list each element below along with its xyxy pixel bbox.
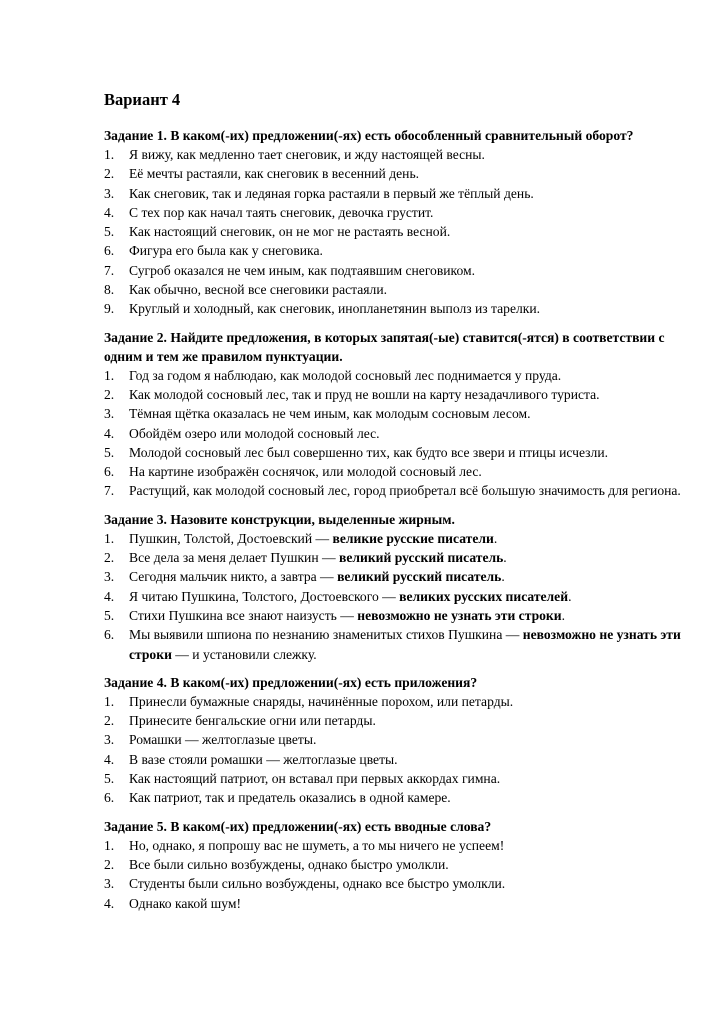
item-number: 5.: [104, 444, 115, 460]
item-number: 4.: [104, 588, 115, 604]
item-number: 6.: [104, 627, 115, 643]
task-section: [104, 817, 689, 913]
list-item: [104, 481, 689, 500]
item-text-before: Сегодня мальчик никто, а завтра —: [129, 569, 338, 585]
list-item: [104, 203, 689, 222]
item-number: 2.: [104, 386, 115, 402]
item-number: 2.: [104, 713, 115, 729]
document-page: [104, 88, 689, 922]
item-text-before: Пушкин, Толстой, Достоевский —: [129, 530, 333, 546]
list-item: [104, 529, 689, 548]
list-item: [104, 184, 689, 203]
list-item: [104, 788, 689, 807]
item-text-after: .: [493, 530, 498, 546]
list-item: [104, 222, 689, 241]
item-bold-phrase: великий русский писатель: [337, 569, 502, 585]
task-items-list: [104, 692, 689, 808]
item-text: Но, однако, я попрошу вас не шуметь, а то мы ничего не успеем!: [129, 837, 505, 853]
item-bold-phrase: великих русских писателей: [399, 588, 569, 604]
list-item: [104, 443, 689, 462]
item-number: 1.: [104, 693, 115, 709]
item-number: 4.: [104, 425, 115, 441]
task-items-list: [104, 529, 689, 664]
list-item: [104, 462, 689, 481]
item-text: Все были сильно возбуждены, однако быстро умолкли.: [129, 856, 449, 872]
item-text: Принесите бенгальские огни или петарды.: [129, 713, 376, 729]
item-number: 1.: [104, 367, 115, 383]
item-text-after: — и установили слежку.: [171, 646, 317, 662]
item-number: 5.: [104, 607, 115, 623]
task-section: [104, 673, 689, 808]
item-number: 7.: [104, 483, 115, 499]
item-text: Однако какой шум!: [129, 895, 242, 911]
item-text: Как снеговик, так и ледяная горка растаяли в первый же тёплый день.: [129, 185, 534, 201]
item-number: 4.: [104, 895, 115, 911]
list-item: [104, 164, 689, 183]
task-section: [104, 126, 689, 319]
item-text-after: .: [568, 588, 572, 604]
list-item: [104, 299, 689, 318]
task-heading: Задание 4. В каком(-их) предложении(-ях) есть приложения?: [104, 674, 478, 690]
item-text: Как обычно, весной все снеговики растаяли.: [129, 282, 387, 298]
task-items-list: [104, 836, 689, 913]
item-text: На картине изображён соснячок, или молодой сосновый лес.: [129, 464, 482, 480]
list-item: [104, 855, 689, 874]
item-text: Сугроб оказался не чем иным, как подтаявшим снеговиком.: [129, 262, 475, 278]
item-text: В вазе стояли ромашки — желтоглазые цветы.: [129, 751, 398, 767]
item-number: 6.: [104, 790, 115, 806]
item-text: Принесли бумажные снаряды, начинённые порохом, или петарды.: [129, 693, 514, 709]
item-number: 2.: [104, 856, 115, 872]
item-number: 6.: [104, 464, 115, 480]
item-text-before: Все дела за меня делает Пушкин —: [129, 550, 339, 566]
item-number: 1.: [104, 147, 115, 162]
list-item: [104, 769, 689, 788]
item-number: 3.: [104, 732, 115, 748]
item-text: Фигура его была как у снеговика.: [129, 243, 323, 259]
list-item: [104, 424, 689, 443]
task-items-list: [104, 145, 689, 319]
list-item: [104, 548, 689, 567]
item-number: 7.: [104, 262, 115, 278]
task-section: [104, 510, 689, 664]
item-text-before: Мы выявили шпиона по незнанию знаменитых стихов Пушкина —: [129, 627, 523, 643]
task-section: [104, 328, 689, 501]
item-text: Как настоящий патриот, он вставал при первых аккордах гимна.: [129, 771, 501, 787]
item-bold-phrase: невозможно не узнать эти строки: [357, 607, 562, 623]
item-text: С тех пор как начал таять снеговик, девочка грустит.: [129, 204, 434, 220]
item-number: 9.: [104, 301, 115, 317]
item-bold-phrase: великий русский писатель: [339, 550, 504, 566]
item-text: Молодой сосновый лес был совершенно тих, как будто все звери и птицы исчезли.: [129, 444, 609, 460]
list-item: [104, 567, 689, 586]
list-item: [104, 711, 689, 730]
list-item: [104, 692, 689, 711]
list-item: [104, 874, 689, 893]
list-item: [104, 404, 689, 423]
item-number: 3.: [104, 569, 115, 585]
task-heading: Задание 3. Назовите конструкции, выделенные жирным.: [104, 511, 455, 527]
list-item: [104, 836, 689, 855]
item-text: Её мечты растаяли, как снеговик в весенний день.: [129, 166, 420, 182]
item-text-after: .: [503, 550, 507, 566]
item-number: 1.: [104, 837, 115, 853]
item-text-before: Я читаю Пушкина, Толстого, Достоевского —: [129, 588, 400, 604]
item-text: Как настоящий снеговик, он не мог не растаять весной.: [129, 224, 451, 240]
page-title: Вариант 4: [104, 90, 181, 109]
item-number: 3.: [104, 876, 115, 892]
task-heading: Задание 5. В каком(-их) предложении(-ях) есть вводные слова?: [104, 818, 492, 834]
item-text: Как молодой сосновый лес, так и пруд не вошли на карту незадачливого туриста.: [129, 386, 600, 402]
item-text: Студенты были сильно возбуждены, однако все быстро умолкли.: [129, 876, 506, 892]
item-number: 2.: [104, 550, 115, 566]
item-bold-phrase: невозможно не узнать эти строки: [129, 627, 681, 662]
item-text: Год за годом я наблюдаю, как молодой сосновый лес поднимается у пруда.: [129, 367, 562, 383]
list-item: [104, 241, 689, 260]
task-heading: Задание 1. В каком(-их) предложении(-ях) есть обособленный сравнительный оборот?: [104, 128, 634, 143]
item-number: 3.: [104, 185, 115, 201]
tasks-container: [104, 126, 689, 913]
list-item: [104, 606, 689, 625]
list-item: [104, 261, 689, 280]
item-text: Ромашки — желтоглазые цветы.: [129, 732, 317, 748]
list-item: [104, 280, 689, 299]
item-number: 5.: [104, 771, 115, 787]
task-items-list: [104, 366, 689, 501]
item-number: 1.: [104, 530, 115, 546]
list-item: [104, 587, 689, 606]
item-text: Круглый и холодный, как снеговик, инопланетянин выполз из тарелки.: [129, 301, 541, 317]
item-number: 8.: [104, 282, 115, 298]
list-item: [104, 750, 689, 769]
item-text: Растущий, как молодой сосновый лес, город приобретал всё большую значимость для региона.: [129, 483, 681, 499]
list-item: [104, 625, 689, 664]
item-number: 6.: [104, 243, 115, 259]
item-text: Я вижу, как медленно тает снеговик, и жду настоящей весны.: [129, 147, 485, 162]
item-number: 4.: [104, 204, 115, 220]
list-item: [104, 366, 689, 385]
item-text-before: Стихи Пушкина все знают наизусть —: [129, 607, 358, 623]
item-text-after: .: [561, 607, 565, 623]
list-item: [104, 730, 689, 749]
item-number: 2.: [104, 166, 115, 182]
list-item: [104, 894, 689, 913]
item-text: Обойдём озеро или молодой сосновый лес.: [129, 425, 380, 441]
item-number: 3.: [104, 406, 115, 422]
item-text-after: .: [501, 569, 505, 585]
item-text: Тёмная щётка оказалась не чем иным, как молодым сосновым лесом.: [129, 406, 531, 422]
item-number: 4.: [104, 751, 115, 767]
item-text: Как патриот, так и предатель оказались в одной камере.: [129, 790, 451, 806]
list-item: [104, 145, 689, 164]
item-number: 5.: [104, 224, 115, 240]
list-item: [104, 385, 689, 404]
task-heading: Задание 2. Найдите предложения, в которых запятая(-ые) ставится(-ятся) в соответствии с одним и тем же правилом пунктуации.: [104, 329, 665, 364]
item-bold-phrase: великие русские писатели: [332, 530, 494, 546]
